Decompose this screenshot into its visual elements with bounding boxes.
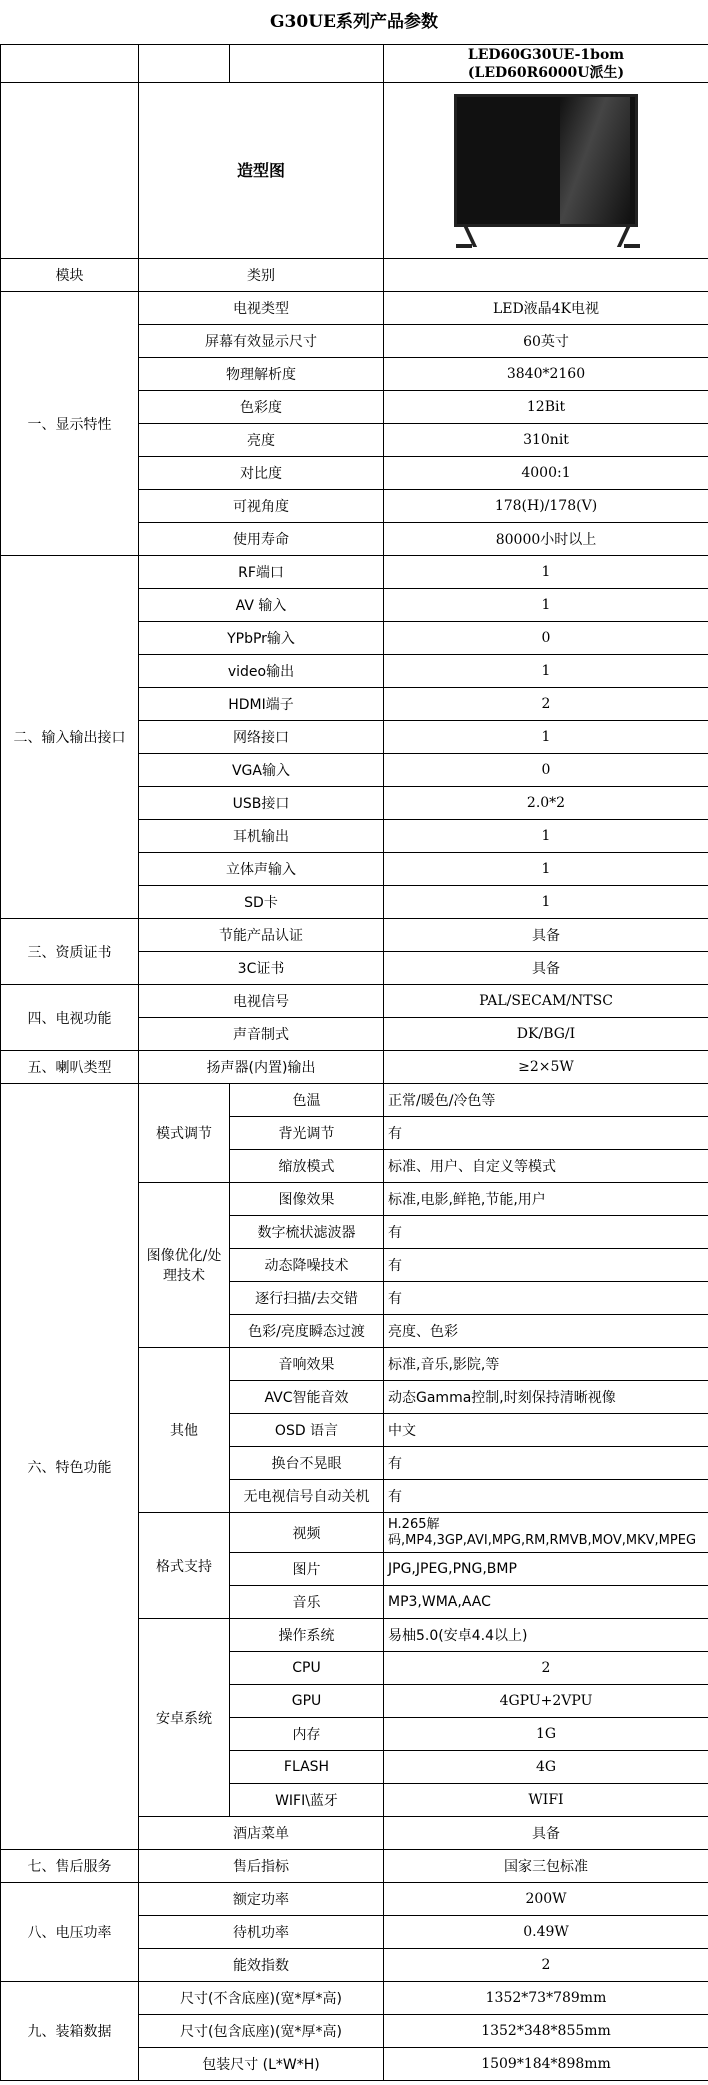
- spec-value: 1352*348*855mm: [384, 2015, 708, 2048]
- blank-cell: [384, 259, 708, 292]
- spec-value: 4000:1: [384, 457, 708, 490]
- column-header-row: [1, 259, 708, 292]
- spec-value: 1: [384, 556, 708, 589]
- tv-image-cell: [384, 83, 708, 259]
- spec-value: 60英寸: [384, 325, 708, 358]
- sub-group-name: 安卓系统: [139, 1619, 230, 1817]
- tv-product-image: [440, 94, 652, 248]
- spec-value: 3840*2160: [384, 358, 708, 391]
- spec-row: [1, 1982, 708, 2015]
- spec-value: 1: [384, 589, 708, 622]
- spec-value: 有: [384, 1480, 708, 1513]
- spec-label: 立体声输入: [139, 853, 384, 886]
- spec-label: AVC智能音效: [230, 1381, 384, 1414]
- spec-label: 背光调节: [230, 1117, 384, 1150]
- image-label: 造型图: [139, 83, 384, 259]
- spec-value: 178(H)/178(V): [384, 490, 708, 523]
- spec-value: 0: [384, 622, 708, 655]
- spec-label: 耳机输出: [139, 820, 384, 853]
- spec-label: 售后指标: [139, 1850, 384, 1883]
- spec-value: 80000小时以上: [384, 523, 708, 556]
- spec-label: HDMI端子: [139, 688, 384, 721]
- spec-label: CPU: [230, 1652, 384, 1685]
- blank-cell: [1, 83, 139, 259]
- spec-value: 2: [384, 1652, 708, 1685]
- spec-value: 12Bit: [384, 391, 708, 424]
- spec-value: 国家三包标准: [384, 1850, 708, 1883]
- spec-value: MP3,WMA,AAC: [384, 1586, 708, 1619]
- spec-value: 中文: [384, 1414, 708, 1447]
- spec-label: 图像效果: [230, 1183, 384, 1216]
- spec-label: 声音制式: [139, 1018, 384, 1051]
- section-name: 三、资质证书: [1, 919, 139, 985]
- spec-label: 操作系统: [230, 1619, 384, 1652]
- spec-label: USB接口: [139, 787, 384, 820]
- spec-label: 换台不晃眼: [230, 1447, 384, 1480]
- spec-value: 亮度、色彩: [384, 1315, 708, 1348]
- spec-row: [1, 1850, 708, 1883]
- spec-value: 1: [384, 886, 708, 919]
- section-name: 四、电视功能: [1, 985, 139, 1051]
- section-name: 五、喇叭类型: [1, 1051, 139, 1084]
- spec-value: 0.49W: [384, 1916, 708, 1949]
- spec-label: 无电视信号自动关机: [230, 1480, 384, 1513]
- col-category-header: 类别: [139, 259, 384, 292]
- page-title: G30UE系列产品参数: [270, 12, 438, 32]
- spec-value: 动态Gamma控制,时刻保持清晰视像: [384, 1381, 708, 1414]
- spec-label: 色彩度: [139, 391, 384, 424]
- model-derived: (LED60R6000U派生): [467, 64, 625, 81]
- spec-value: 4GPU+2VPU: [384, 1685, 708, 1718]
- spec-value: 1: [384, 655, 708, 688]
- blank-cell: [1, 45, 139, 83]
- spec-value: 1352*73*789mm: [384, 1982, 708, 2015]
- spec-label: 尺寸(包含底座)(宽*厚*高): [139, 2015, 384, 2048]
- spec-value: 有: [384, 1249, 708, 1282]
- spec-label: 音乐: [230, 1586, 384, 1619]
- spec-value: 有: [384, 1117, 708, 1150]
- spec-row: [1, 1883, 708, 1916]
- spec-row: [1, 1084, 708, 1117]
- spec-label: 缩放模式: [230, 1150, 384, 1183]
- spec-value: JPG,JPEG,PNG,BMP: [384, 1553, 708, 1586]
- blank-cell: [139, 45, 230, 83]
- spec-label: 扬声器(内置)输出: [139, 1051, 384, 1084]
- col-module-header: 模块: [1, 259, 139, 292]
- spec-label: 逐行扫描/去交错: [230, 1282, 384, 1315]
- spec-label: 网络接口: [139, 721, 384, 754]
- image-row: [1, 83, 708, 259]
- spec-label: WIFI\蓝牙: [230, 1784, 384, 1817]
- model-name-cell: [384, 45, 708, 83]
- spec-value: 标准、用户、自定义等模式: [384, 1150, 708, 1183]
- spec-value: 标准,音乐,影院,等: [384, 1348, 708, 1381]
- spec-label: 物理解析度: [139, 358, 384, 391]
- spec-label: 动态降噪技术: [230, 1249, 384, 1282]
- spec-label: GPU: [230, 1685, 384, 1718]
- spec-value: 有: [384, 1216, 708, 1249]
- spec-value: LED液晶4K电视: [384, 292, 708, 325]
- section-name: 二、输入输出接口: [1, 556, 139, 919]
- model-header-row: [1, 45, 708, 83]
- section-name: 六、特色功能: [1, 1084, 139, 1850]
- section-name: 九、装箱数据: [1, 1982, 139, 2081]
- spec-label: FLASH: [230, 1751, 384, 1784]
- spec-value: 2: [384, 1949, 708, 1982]
- spec-label: OSD 语言: [230, 1414, 384, 1447]
- spec-label: 对比度: [139, 457, 384, 490]
- spec-label: video输出: [139, 655, 384, 688]
- spec-value: 具备: [384, 952, 708, 985]
- spec-row: [1, 292, 708, 325]
- spec-value: 具备: [384, 1817, 708, 1850]
- spec-label: 音响效果: [230, 1348, 384, 1381]
- spec-value: ≥2×5W: [384, 1051, 708, 1084]
- spec-label: 数字梳状滤波器: [230, 1216, 384, 1249]
- spec-value: 4G: [384, 1751, 708, 1784]
- spec-table: [0, 44, 708, 2081]
- spec-value: 310nit: [384, 424, 708, 457]
- section-name: 七、售后服务: [1, 1850, 139, 1883]
- sub-group-name: 图像优化/处理技术: [139, 1183, 230, 1348]
- spec-label: SD卡: [139, 886, 384, 919]
- spec-value: H.265解码,MP4,3GP,AVI,MPG,RM,RMVB,MOV,MKV,MPEG: [384, 1513, 708, 1553]
- spec-value: 1509*184*898mm: [384, 2048, 708, 2081]
- spec-label: 色彩/亮度瞬态过渡: [230, 1315, 384, 1348]
- spec-value: 2: [384, 688, 708, 721]
- sub-group-name: 模式调节: [139, 1084, 230, 1183]
- model-name: LED60G30UE-1bom: [467, 46, 625, 63]
- spec-label: 待机功率: [139, 1916, 384, 1949]
- spec-label: 电视信号: [139, 985, 384, 1018]
- spec-label: 尺寸(不含底座)(宽*厚*高): [139, 1982, 384, 2015]
- spec-row: [1, 985, 708, 1018]
- spec-row: [1, 556, 708, 589]
- spec-value: PAL/SECAM/NTSC: [384, 985, 708, 1018]
- spec-label: 色温: [230, 1084, 384, 1117]
- spec-label: 可视角度: [139, 490, 384, 523]
- spec-value: 正常/暖色/冷色等: [384, 1084, 708, 1117]
- section-name: 八、电压功率: [1, 1883, 139, 1982]
- spec-label: 酒店菜单: [139, 1817, 384, 1850]
- spec-label: AV 输入: [139, 589, 384, 622]
- spec-value: 1: [384, 820, 708, 853]
- spec-label: 图片: [230, 1553, 384, 1586]
- spec-row: [1, 919, 708, 952]
- spec-label: 屏幕有效显示尺寸: [139, 325, 384, 358]
- spec-value: 有: [384, 1282, 708, 1315]
- spec-label: VGA输入: [139, 754, 384, 787]
- spec-value: 1: [384, 721, 708, 754]
- spec-label: 3C证书: [139, 952, 384, 985]
- spec-label: 视频: [230, 1513, 384, 1553]
- spec-row: [1, 1051, 708, 1084]
- spec-value: 标准,电影,鲜艳,节能,用户: [384, 1183, 708, 1216]
- spec-value: 200W: [384, 1883, 708, 1916]
- spec-value: 1: [384, 853, 708, 886]
- spec-label: 内存: [230, 1718, 384, 1751]
- spec-label: 额定功率: [139, 1883, 384, 1916]
- sub-group-name: 格式支持: [139, 1513, 230, 1619]
- spec-value: 具备: [384, 919, 708, 952]
- spec-label: 能效指数: [139, 1949, 384, 1982]
- spec-value: 有: [384, 1447, 708, 1480]
- spec-value: 0: [384, 754, 708, 787]
- spec-value: 易柚5.0(安卓4.4以上): [384, 1619, 708, 1652]
- spec-value: 1G: [384, 1718, 708, 1751]
- blank-cell: [230, 45, 384, 83]
- sub-group-name: 其他: [139, 1348, 230, 1513]
- spec-label: RF端口: [139, 556, 384, 589]
- spec-value: WIFI: [384, 1784, 708, 1817]
- spec-label: 节能产品认证: [139, 919, 384, 952]
- spec-label: 亮度: [139, 424, 384, 457]
- spec-label: 包装尺寸 (L*W*H): [139, 2048, 384, 2081]
- section-name: 一、显示特性: [1, 292, 139, 556]
- spec-value: DK/BG/I: [384, 1018, 708, 1051]
- spec-label: 电视类型: [139, 292, 384, 325]
- spec-label: YPbPr输入: [139, 622, 384, 655]
- spec-value: 2.0*2: [384, 787, 708, 820]
- spec-label: 使用寿命: [139, 523, 384, 556]
